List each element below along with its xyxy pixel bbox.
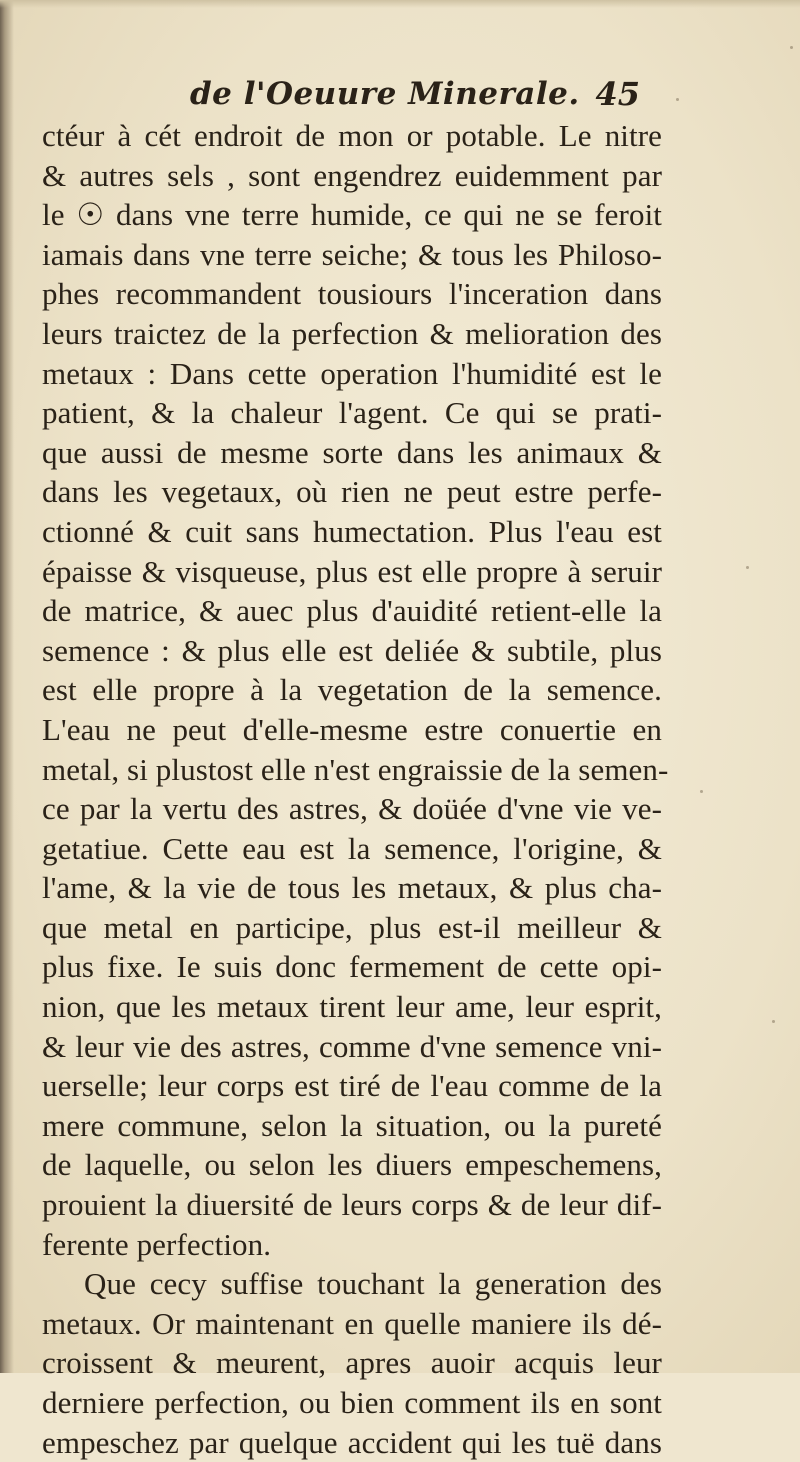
text-line: metaux : Dans cette operation l'humidité est le [42,355,662,391]
text-line: uerselle; leur corps est tiré de l'eau comme de la [42,1068,662,1104]
page-header [190,74,640,118]
text-line: Que cecy suffise touchant la generation des [84,1266,662,1302]
text-line: croissent & meurent, apres auoir acquis leur [42,1345,662,1381]
text-line: ce par la vertu des astres, & doüée d'vne vie ve- [42,791,662,827]
text-line: metaux. Or maintenant en quelle maniere ils dé- [42,1305,662,1341]
text-line: L'eau ne peut d'elle-mesme estre conuertie en [42,711,662,747]
ink-speck [746,566,749,569]
text-line: de laquelle, ou selon les diuers empeschemens, [42,1147,662,1183]
text-line: le ☉ dans vne terre humide, ce qui ne se feroit [42,197,662,233]
text-line: que aussi de mesme sorte dans les animaux & [42,434,662,470]
ink-speck [790,46,793,49]
text-line: nion, que les metaux tirent leur ame, leur esprit, [42,989,662,1025]
text-line: & autres sels , sont engendrez euidemment par [42,157,662,193]
text-line: phes recommandent tousiours l'inceration dans [42,276,662,312]
text-line: plus fixe. Ie suis donc fermement de cette opi- [42,949,662,985]
text-line: derniere perfection, ou bien comment ils en sont [42,1385,662,1420]
text-line: leurs traictez de la perfection & melioration des [42,315,662,351]
page-top-edge [0,0,800,8]
page-number: 45 [595,75,640,113]
text-line: prouient la diuersité de leurs corps & de leur dif- [42,1187,662,1223]
running-title: de l'Oeuure Minerale. [190,76,580,112]
text-line: & leur vie des astres, comme d'vne semence vni- [42,1028,662,1064]
text-line: ferente perfection. [42,1226,272,1262]
text-line: ctéur à cét endroit de mon or potable. Le nitre [42,118,662,153]
ink-speck [676,98,679,101]
text-line: iamais dans vne terre seiche; & tous les Philoso- [42,236,662,272]
text-line: ctionné & cuit sans humectation. Plus l'eau est [42,513,662,549]
ink-speck [772,1020,775,1023]
text-line: est elle propre à la vegetation de la semence. [42,672,662,708]
text-line: dans les vegetaux, où rien ne peut estre perfe- [42,474,662,510]
spine-shadow [0,0,14,1373]
text-line: metal, si plustost elle n'est engraissie de la semen- [42,751,669,787]
text-line: getatiue. Cette eau est la semence, l'origine, & [42,830,662,866]
ink-speck [700,790,703,793]
text-line: épaisse & visqueuse, plus est elle propre à seruir [42,553,662,589]
text-line: de matrice, & auec plus d'auidité retient-elle la [42,593,662,629]
text-line: mere commune, selon la situation, ou la pureté [42,1107,662,1143]
text-line: que metal en participe, plus est-il meilleur & [42,909,662,945]
body-text [42,116,669,1462]
text-line: empeschez par quelque accident qui les tuë dans [42,1424,662,1460]
text-line: semence : & plus elle est deliée & subtile, plus [42,632,662,668]
text-line: l'ame, & la vie de tous les metaux, & plus cha- [42,870,662,906]
text-line: patient, & la chaleur l'agent. Ce qui se prati- [42,395,662,431]
